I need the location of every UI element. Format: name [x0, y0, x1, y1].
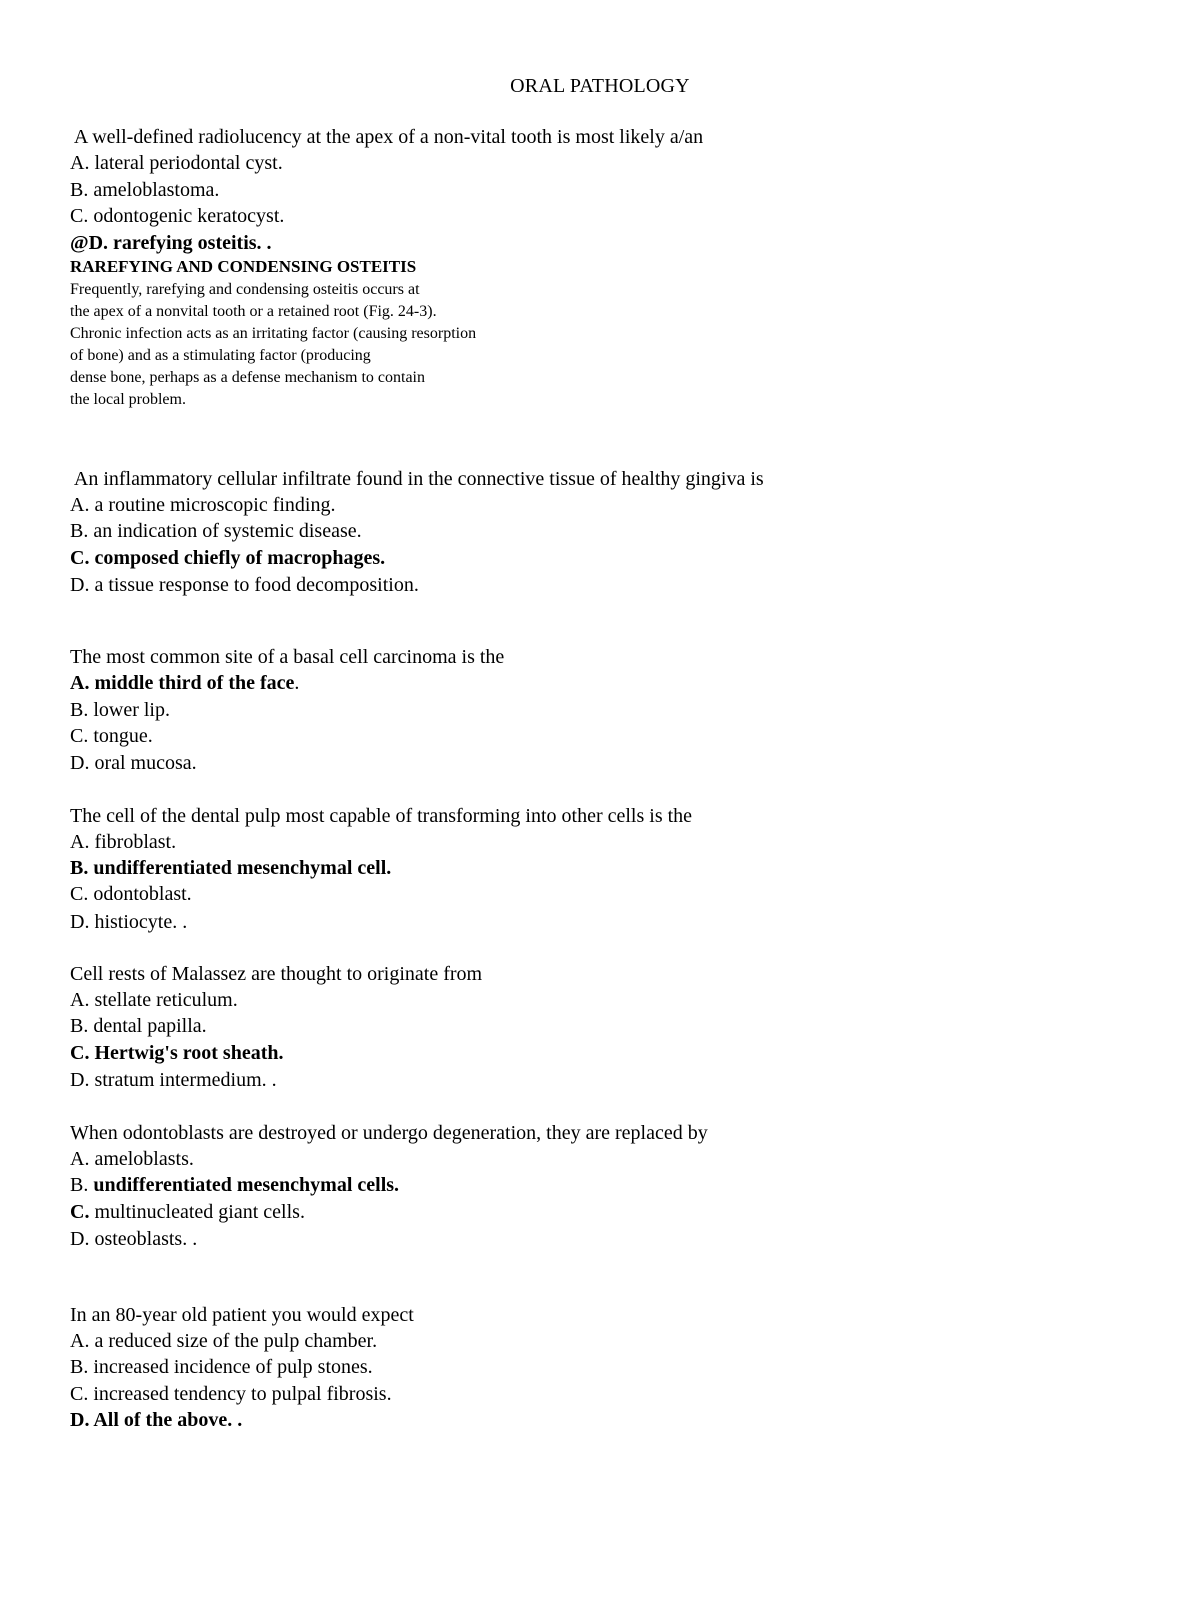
question-6-option-c: [70, 1199, 305, 1225]
question-6-option-d: D. osteoblasts. .: [70, 1228, 198, 1250]
note-line: Chronic infection acts as an irritating factor (causing resorption: [70, 325, 477, 342]
question-7-option-a: A. a reduced size of the pulp chamber.: [70, 1330, 378, 1352]
question-1-option-b: B. ameloblastoma.: [70, 179, 220, 201]
question-2-answer-c: C. composed chiefly of macrophages.: [70, 547, 386, 569]
question-4-option-d: D. histiocyte. .: [70, 911, 188, 933]
note-line: dense bone, perhaps as a defense mechanism to contain: [70, 369, 425, 386]
question-5-option-d: D. stratum intermedium. .: [70, 1069, 277, 1091]
question-7-option-c: C. increased tendency to pulpal fibrosis.: [70, 1383, 392, 1405]
question-2-option-d: D. a tissue response to food decomposition.: [70, 574, 419, 596]
note-heading: RAREFYING AND CONDENSING OSTEITIS: [70, 257, 417, 276]
question-5-answer-c: C. Hertwig's root sheath.: [70, 1042, 284, 1064]
question-5-option-b: B. dental papilla.: [70, 1015, 207, 1037]
question-1-stem: A well-defined radiolucency at the apex of a non-vital tooth is most likely a/an: [70, 126, 704, 148]
question-3-stem: The most common site of a basal cell carcinoma is the: [70, 646, 505, 668]
question-7-answer-d: D. All of the above. .: [70, 1409, 243, 1431]
question-3-option-d: D. oral mucosa.: [70, 752, 197, 774]
question-3-answer-a: [70, 670, 299, 696]
question-1-option-c: C. odontogenic keratocyst.: [70, 205, 285, 227]
question-7-stem: In an 80-year old patient you would expect: [70, 1304, 414, 1326]
note-line: the local problem.: [70, 391, 186, 408]
answer-text: A. middle third of the face: [70, 672, 295, 694]
question-2-option-a: A. a routine microscopic finding.: [70, 494, 336, 516]
question-2-option-b: B. an indication of systemic disease.: [70, 520, 362, 542]
note-line: the apex of a nonvital tooth or a retained root (Fig. 24-3).: [70, 303, 437, 320]
note-line: Frequently, rarefying and condensing osteitis occurs at: [70, 281, 420, 298]
option-letter: C.: [70, 1201, 90, 1223]
question-4-answer-b: B. undifferentiated mesenchymal cell.: [70, 857, 392, 879]
question-1-answer-d: @D. rarefying osteitis. .: [70, 232, 272, 254]
question-4-option-a: A. fibroblast.: [70, 831, 177, 853]
question-1-option-a: A. lateral periodontal cyst.: [70, 152, 283, 174]
option-text: multinucleated giant cells.: [89, 1201, 305, 1223]
page-title: ORAL PATHOLOGY: [510, 75, 690, 97]
answer-text: undifferentiated mesenchymal cells.: [93, 1174, 400, 1196]
option-letter: B.: [70, 1174, 94, 1196]
question-4-option-c: C. odontoblast.: [70, 883, 192, 905]
question-4-stem: The cell of the dental pulp most capable of transforming into other cells is the: [70, 805, 693, 827]
question-5-option-a: A. stellate reticulum.: [70, 989, 238, 1011]
question-6-stem: When odontoblasts are destroyed or undergo degeneration, they are replaced by: [70, 1122, 708, 1144]
question-2-stem: An inflammatory cellular infiltrate found in the connective tissue of healthy gingiva is: [70, 468, 764, 490]
question-5-stem: Cell rests of Malassez are thought to originate from: [70, 963, 483, 985]
question-3-option-b: B. lower lip.: [70, 699, 170, 721]
question-3-option-c: C. tongue.: [70, 725, 153, 747]
question-6-answer-b: [70, 1172, 399, 1198]
question-6-option-a: A. ameloblasts.: [70, 1148, 194, 1170]
note-line: of bone) and as a stimulating factor (producing: [70, 347, 371, 364]
question-7-option-b: B. increased incidence of pulp stones.: [70, 1356, 373, 1378]
answer-period: .: [294, 672, 300, 694]
